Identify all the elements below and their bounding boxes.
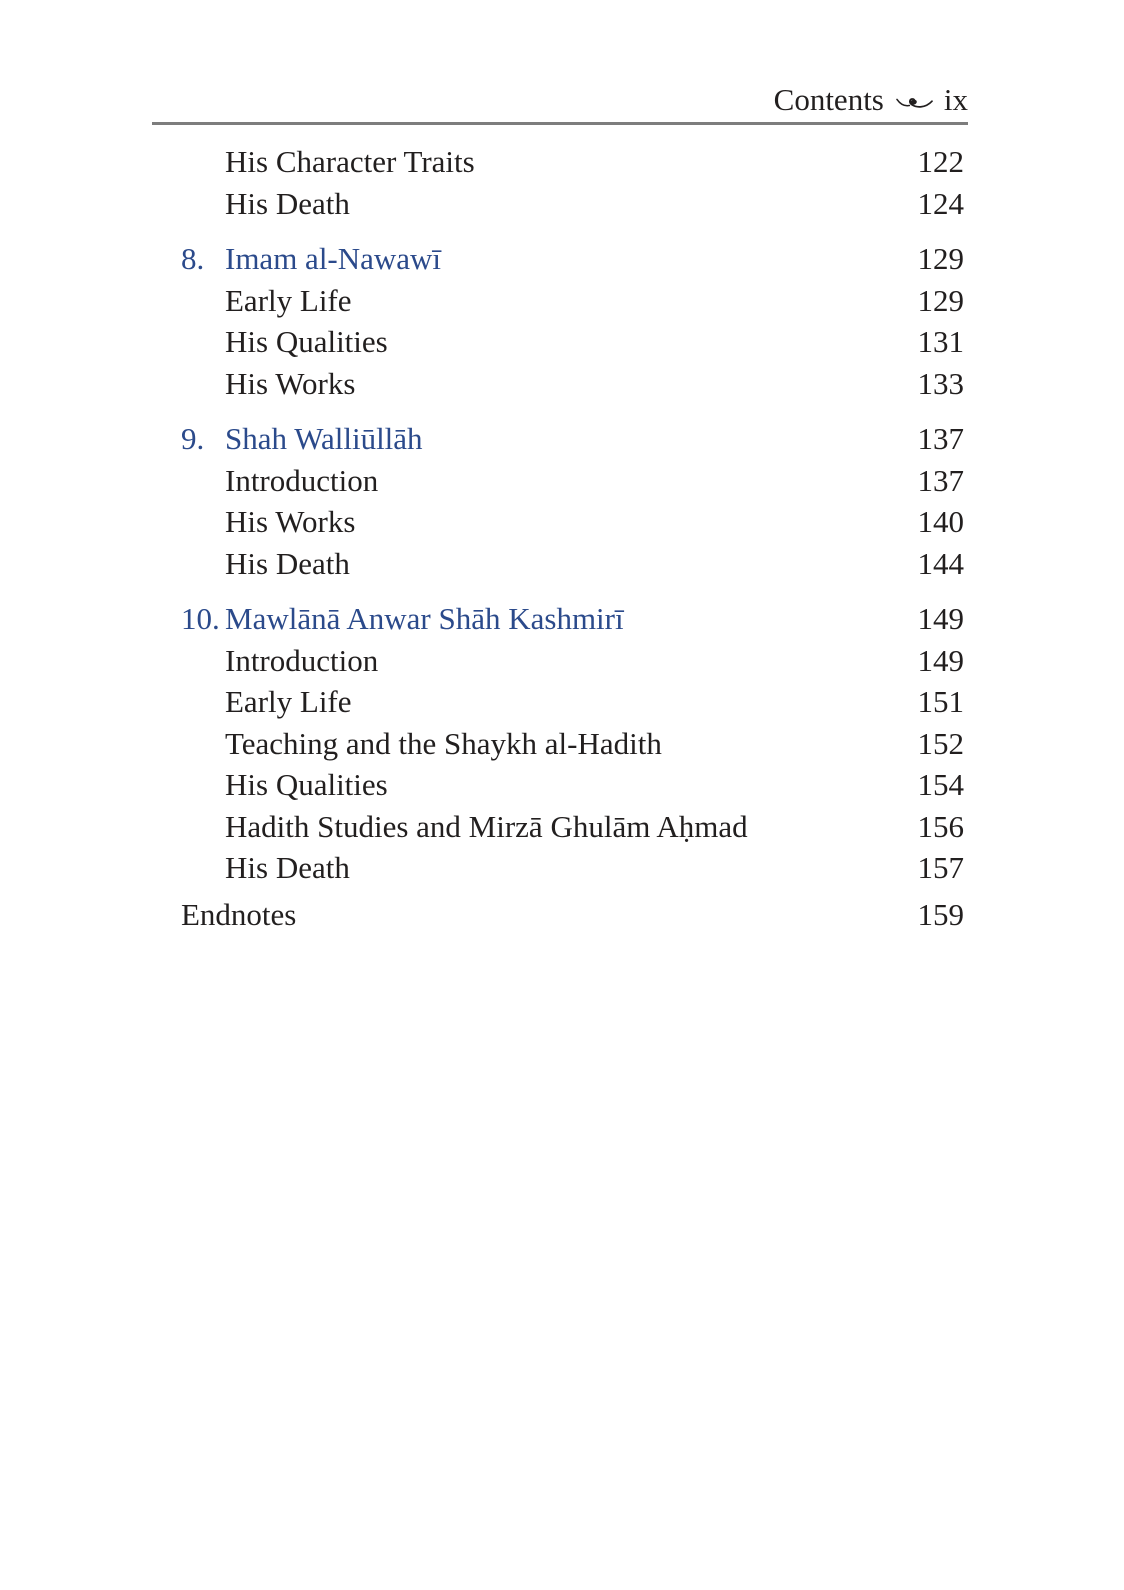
- toc-group: [181, 894, 964, 936]
- toc-page-number: 151: [917, 684, 964, 719]
- toc-sub-row: [181, 363, 964, 405]
- toc-label: Mawlānā Anwar Shāh Kashmirī: [225, 601, 624, 636]
- toc-page-number: 149: [917, 642, 964, 678]
- toc-page-number: 159: [917, 896, 964, 932]
- toc-page-number: 144: [917, 545, 964, 581]
- toc-sub-row: [181, 640, 964, 682]
- toc-page-number: 149: [917, 601, 964, 636]
- toc-page-number: 129: [917, 282, 964, 318]
- toc-group: [181, 141, 964, 224]
- toc-label: His Qualities: [225, 767, 388, 802]
- toc-page-number: 122: [917, 144, 964, 179]
- toc-page-number: 129: [917, 241, 964, 276]
- toc-label: Endnotes: [181, 896, 297, 932]
- toc-label: His Death: [225, 545, 350, 581]
- toc-chapter-row: [181, 598, 964, 640]
- toc-group: [181, 418, 964, 584]
- fleuron-icon: [896, 96, 933, 112]
- toc-label: Early Life: [225, 684, 352, 719]
- toc-page-number: 124: [917, 185, 964, 221]
- toc-sub-row: [181, 321, 964, 363]
- toc-label: His Qualities: [225, 324, 388, 359]
- toc-label: His Works: [225, 504, 356, 539]
- toc-label: Introduction: [225, 642, 379, 678]
- page-number: ix: [943, 82, 968, 117]
- toc-chapter-row: [181, 238, 964, 280]
- toc-sub-row: [181, 847, 964, 889]
- toc-label: Imam al-Nawawī: [225, 241, 442, 276]
- toc-sub-row: [181, 681, 964, 723]
- toc-page-number: 154: [917, 767, 964, 802]
- toc-page-number: 133: [917, 365, 964, 401]
- toc-sub-row: [181, 183, 964, 225]
- toc-top-row: [181, 894, 964, 936]
- toc-page-number: 131: [917, 324, 964, 359]
- toc-chapter-row: [181, 418, 964, 460]
- toc-label: Hadith Studies and Mirzā Ghulām Aḥmad: [225, 808, 748, 844]
- toc-sub-row: [181, 501, 964, 543]
- running-head-title: Contents: [773, 82, 884, 117]
- toc-label: His Works: [225, 365, 356, 401]
- toc-label: His Death: [225, 850, 350, 885]
- toc-sub-row: [181, 543, 964, 585]
- toc-label: Introduction: [225, 462, 379, 498]
- toc-page-number: 137: [917, 421, 964, 456]
- toc-sub-row: [181, 723, 964, 765]
- toc-sub-row: [181, 141, 964, 183]
- toc-page-number: 140: [917, 504, 964, 539]
- toc-sub-row: [181, 460, 964, 502]
- toc-group: [181, 598, 964, 889]
- toc-sub-row: [181, 280, 964, 322]
- toc-page-number: 152: [917, 725, 964, 761]
- toc-label: Early Life: [225, 282, 352, 318]
- toc-sub-row: [181, 806, 964, 848]
- toc-page-number: 156: [917, 808, 964, 844]
- toc-group: [181, 238, 964, 404]
- toc-label: Teaching and the Shaykh al-Hadith: [225, 725, 662, 761]
- toc-label: His Character Traits: [225, 144, 475, 179]
- page-header: [152, 82, 968, 125]
- toc-label: Shah Walliūllāh: [225, 421, 423, 456]
- toc-sub-row: [181, 764, 964, 806]
- toc-page-number: 157: [917, 850, 964, 885]
- running-header: [152, 82, 968, 118]
- chapter-number: 8.: [181, 241, 205, 276]
- toc-label: His Death: [225, 185, 350, 221]
- toc-page-number: 137: [917, 462, 964, 498]
- chapter-number: 10.: [181, 601, 220, 636]
- chapter-number: 9.: [181, 421, 205, 456]
- header-rule: [152, 122, 968, 125]
- toc: [181, 141, 964, 935]
